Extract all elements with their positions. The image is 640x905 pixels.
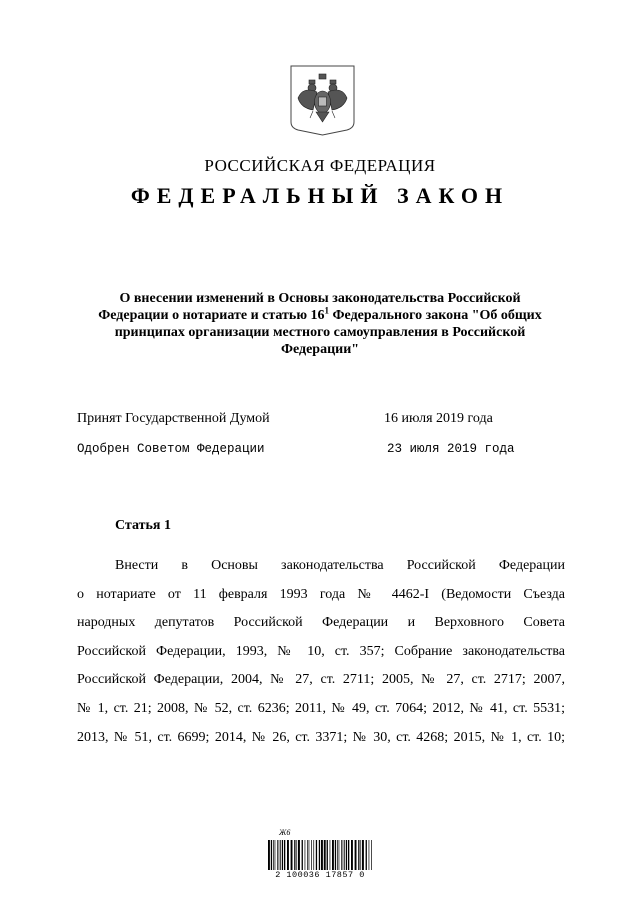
barcode-bar	[316, 840, 317, 870]
barcode-bar	[366, 840, 367, 870]
barcode-bar	[319, 840, 320, 870]
council-approval-date: 23 июля 2019 года	[387, 442, 515, 456]
barcode-bar	[339, 840, 340, 870]
law-title-line: принципах организации местного самоуправления в Российской	[114, 325, 526, 340]
law-title-line	[70, 307, 570, 324]
article-line: 2013, № 51, ст. 6699; 2014, № 26, ст. 3371; № 30, ст. 4268; 2015, № 1, ст. 10;	[77, 729, 565, 745]
barcode-bar	[307, 840, 308, 870]
barcode-bar	[287, 840, 289, 870]
article-heading: Статья 1	[115, 518, 171, 533]
law-title-line: О внесении изменений в Основы законодательства Российской	[119, 291, 521, 306]
barcode-bar	[344, 840, 345, 870]
barcode-bar	[291, 840, 293, 870]
russian-coat-of-arms-icon	[289, 64, 356, 136]
barcode-bar	[337, 840, 338, 870]
barcode-bar	[273, 840, 274, 870]
barcode-bar	[348, 840, 349, 870]
barcode-bar	[324, 840, 326, 870]
barcode-bar	[313, 840, 314, 870]
barcode-bar	[279, 840, 280, 870]
barcode-bar	[296, 840, 297, 870]
barcode-bar	[362, 840, 364, 870]
article-line: Российской Федерации, 2004, № 27, ст. 2711; 2005, № 27, ст. 2717; 2007,	[77, 672, 565, 688]
barcode-bar	[302, 840, 303, 870]
barcode-bar	[305, 840, 306, 870]
barcode-bar	[268, 840, 270, 870]
barcode-bar	[271, 840, 272, 870]
barcode-bar	[275, 840, 276, 870]
barcode-bar	[369, 840, 370, 870]
barcode-bar	[351, 840, 353, 870]
barcode-bar	[358, 840, 359, 870]
article-body	[77, 552, 565, 752]
council-approval-label: Одобрен Советом Федерации	[77, 442, 265, 456]
barcode-bar	[355, 840, 357, 870]
superscript: 1	[324, 305, 330, 316]
barcode-bar	[343, 840, 344, 870]
barcode-bar	[277, 840, 278, 870]
law-title-line: Федерации"	[280, 342, 360, 357]
barcode-bar	[346, 840, 347, 870]
duma-adoption-date: 16 июля 2019 года	[384, 411, 493, 426]
article-line: о нотариате от 11 февраля 1993 года № 4462-I (Ведомости Съезда	[77, 586, 565, 602]
barcode-bar	[332, 840, 334, 870]
barcode-bar	[284, 840, 285, 870]
barcode-bar	[282, 840, 283, 870]
barcode-bar	[360, 840, 361, 870]
barcode-icon	[267, 840, 373, 870]
barcode-bar	[309, 840, 310, 870]
duma-adoption-label: Принят Государственной Думой	[77, 411, 270, 426]
document-type: ФЕДЕРАЛЬНЫЙ ЗАКОН	[130, 183, 510, 208]
country-name: РОССИЙСКАЯ ФЕДЕРАЦИЯ	[204, 156, 436, 175]
law-title-text: Федерации о нотариате и статью 16	[98, 308, 325, 323]
barcode-bar	[330, 840, 331, 870]
article-line: народных депутатов Российской Федерации и Верховного Совета	[77, 615, 565, 631]
barcode-bar	[335, 840, 336, 870]
barcode-bar	[341, 840, 342, 870]
barcode-bar	[311, 840, 312, 870]
barcode-bar	[327, 840, 328, 870]
barcode-number: 2 100036 17857 0	[275, 870, 365, 880]
article-line: Внести в Основы законодательства Российской Федерации	[115, 558, 565, 573]
barcode-bar	[298, 840, 300, 870]
article-line: Российской Федерации, 1993, № 10, ст. 357; Собрание законодательства	[77, 643, 565, 659]
barcode-bar	[321, 840, 323, 870]
barcode-mark: Ж6	[279, 828, 291, 837]
barcode-bar	[371, 840, 372, 870]
barcode-bar	[294, 840, 295, 870]
article-line: № 1, ст. 21; 2008, № 52, ст. 6236; 2011, № 49, ст. 7064; 2012, № 41, ст. 5531;	[77, 700, 565, 716]
law-title-text: Федерального закона "Об общих	[329, 308, 542, 323]
barcode-bar	[280, 840, 281, 870]
law-title	[70, 290, 570, 358]
